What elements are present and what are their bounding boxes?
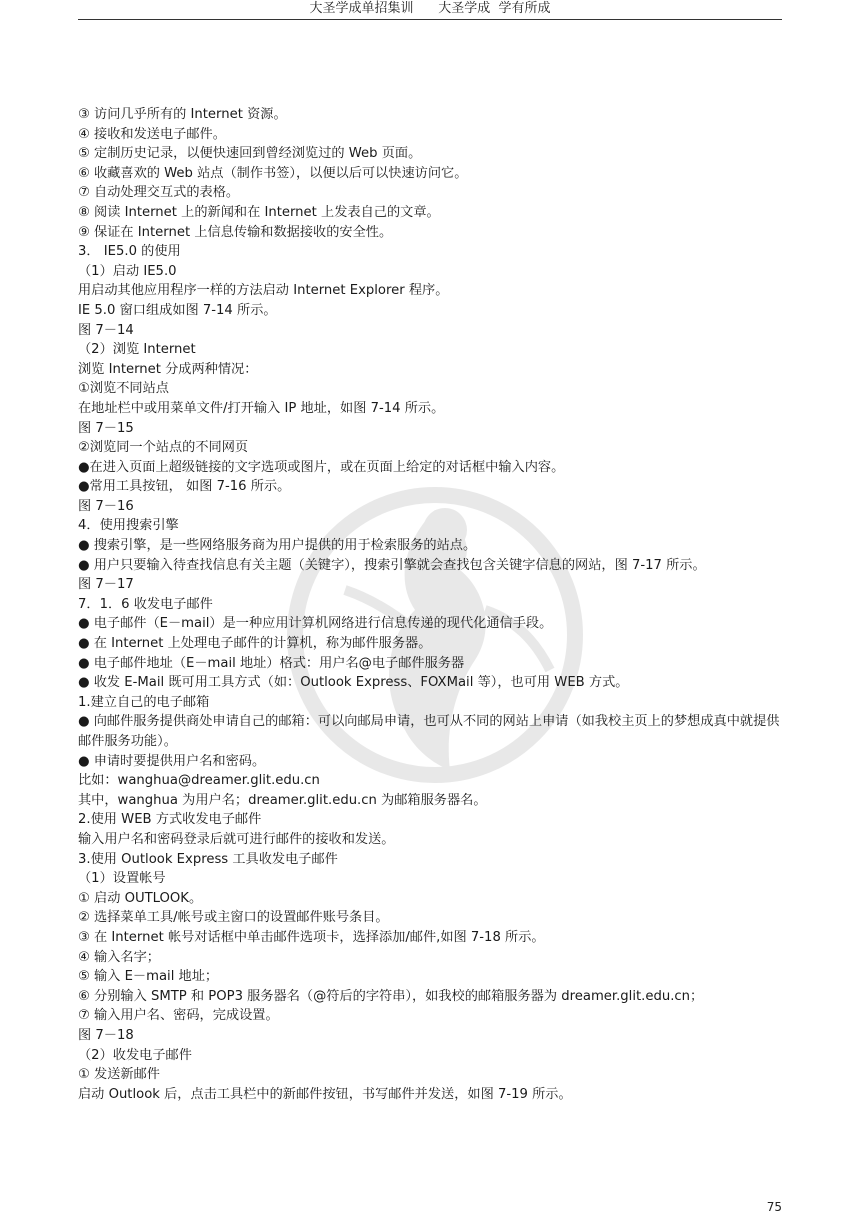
figure-caption: 图 7－16 — [78, 498, 134, 514]
text-line: 输入用户名和密码登录后就可进行邮件的接收和发送。 — [78, 831, 395, 847]
text-line: （1）设置帐号 — [78, 871, 166, 887]
text-line: ⑥ 分别输入 SMTP 和 POP3 服务器名（@符后的字符串），如我校的邮箱服务器为 dreamer.glit.edu.cn； — [78, 988, 704, 1004]
text-line: ①浏览不同站点 — [78, 381, 169, 397]
text-line: ● 搜索引擎，是一些网络服务商为用户提供的用于检索服务的站点。 — [78, 538, 477, 554]
text-line: 比如：wanghua@dreamer.glit.edu.cn — [78, 773, 320, 789]
text-line: ⑤ 定制历史记录，以便快速回到曾经浏览过的 Web 页面。 — [78, 146, 422, 162]
figure-caption: 图 7－17 — [78, 577, 134, 593]
text-line: ②浏览同一个站点的不同网页 — [78, 440, 249, 456]
section-heading: 1.建立自己的电子邮箱 — [78, 694, 210, 710]
text-line: （2）浏览 Internet — [78, 342, 196, 358]
text-line: ③ 访问几乎所有的 Internet 资源。 — [78, 107, 287, 122]
text-line: ⑦ 自动处理交互式的表格。 — [78, 185, 240, 201]
page-number: 75 — [766, 1200, 782, 1214]
section-heading: 2.使用 WEB 方式收发电子邮件 — [78, 812, 262, 828]
section-heading: 4．使用搜索引擎 — [78, 518, 179, 534]
section-heading: 3.使用 Outlook Express 工具收发电子邮件 — [78, 851, 338, 867]
text-line: ● 电子邮件（E－mail）是一种应用计算机网络进行信息传递的现代化通信手段。 — [78, 616, 553, 632]
text-line: ④ 输入名字； — [78, 949, 160, 965]
text-line: 浏览 Internet 分成两种情况： — [78, 361, 258, 377]
text-line: 启动 Outlook 后，点击工具栏中的新邮件按钮，书写邮件并发送，如图 7-19 所示。 — [78, 1086, 572, 1102]
text-line: ● 用户只要输入待查找信息有关主题（关键字），搜索引擎就会查找包含关键字信息的网站，图 7-17 所示。 — [78, 557, 706, 573]
text-line: ● 电子邮件地址（E－mail 地址）格式：用户名@电子邮件服务器 — [78, 655, 465, 671]
text-line: 其中，wanghua 为用户名；dreamer.glit.edu.cn 为邮箱服务器名。 — [78, 792, 487, 808]
document-body — [78, 105, 786, 1104]
text-line: ● 申请时要提供用户名和密码。 — [78, 753, 266, 769]
text-line: ● 在 Internet 上处理电子邮件的计算机，称为邮件服务器。 — [78, 636, 432, 652]
text-line: ① 发送新邮件 — [78, 1067, 160, 1083]
figure-caption: 图 7－18 — [78, 1027, 134, 1043]
text-line: ● 收发 E-Mail 既可用工具方式（如：Outlook Express、FOXMail 等），也可用 WEB 方式。 — [78, 675, 629, 691]
text-line: ⑧ 阅读 Internet 上的新闻和在 Internet 上发表自己的文章。 — [78, 204, 440, 220]
text-line: ⑨ 保证在 Internet 上信息传输和数据接收的安全性。 — [78, 224, 393, 240]
text-line: ●在进入页面上超级链接的文字选项或图片，或在页面上给定的对话框中输入内容。 — [78, 459, 565, 475]
text-line: 在地址栏中或用菜单文件/打开输入 IP 地址，如图 7-14 所示。 — [78, 400, 445, 416]
text-line: ⑦ 输入用户名、密码，完成设置。 — [78, 1008, 279, 1024]
text-line: ● 向邮件服务提供商处申请自己的邮箱：可以向邮局申请，也可从不同的网站上申请（如我校主页上的梦想成真中就提供邮件服务功能）。 — [78, 714, 780, 749]
text-line: ⑥ 收藏喜欢的 Web 站点（制作书签），以便以后可以快速访问它。 — [78, 165, 468, 181]
page-header: 大圣学成单招集训 大圣学成 学有所成 — [78, 0, 782, 20]
section-heading: 3． IE5.0 的使用 — [78, 244, 181, 260]
figure-caption: 图 7－14 — [78, 322, 134, 338]
text-line: ② 选择菜单工具/帐号或主窗口的设置邮件账号条目。 — [78, 910, 389, 926]
figure-caption: 图 7－15 — [78, 420, 134, 436]
text-line: （1）启动 IE5.0 — [78, 263, 177, 279]
text-line: 用启动其他应用程序一样的方法启动 Internet Explorer 程序。 — [78, 283, 449, 299]
text-line: IE 5.0 窗口组成如图 7-14 所示。 — [78, 302, 277, 318]
text-line: ① 启动 OUTLOOK。 — [78, 890, 203, 906]
section-heading: 7．1．6 收发电子邮件 — [78, 596, 213, 612]
text-line: ●常用工具按钮， 如图 7-16 所示。 — [78, 479, 291, 495]
text-line: ③ 在 Internet 帐号对话框中单击邮件选项卡，选择添加/邮件,如图 7-18 所示。 — [78, 929, 545, 945]
text-line: （2）收发电子邮件 — [78, 1047, 192, 1063]
text-line: ④ 接收和发送电子邮件。 — [78, 126, 226, 142]
text-line: ⑤ 输入 E－mail 地址； — [78, 969, 219, 985]
